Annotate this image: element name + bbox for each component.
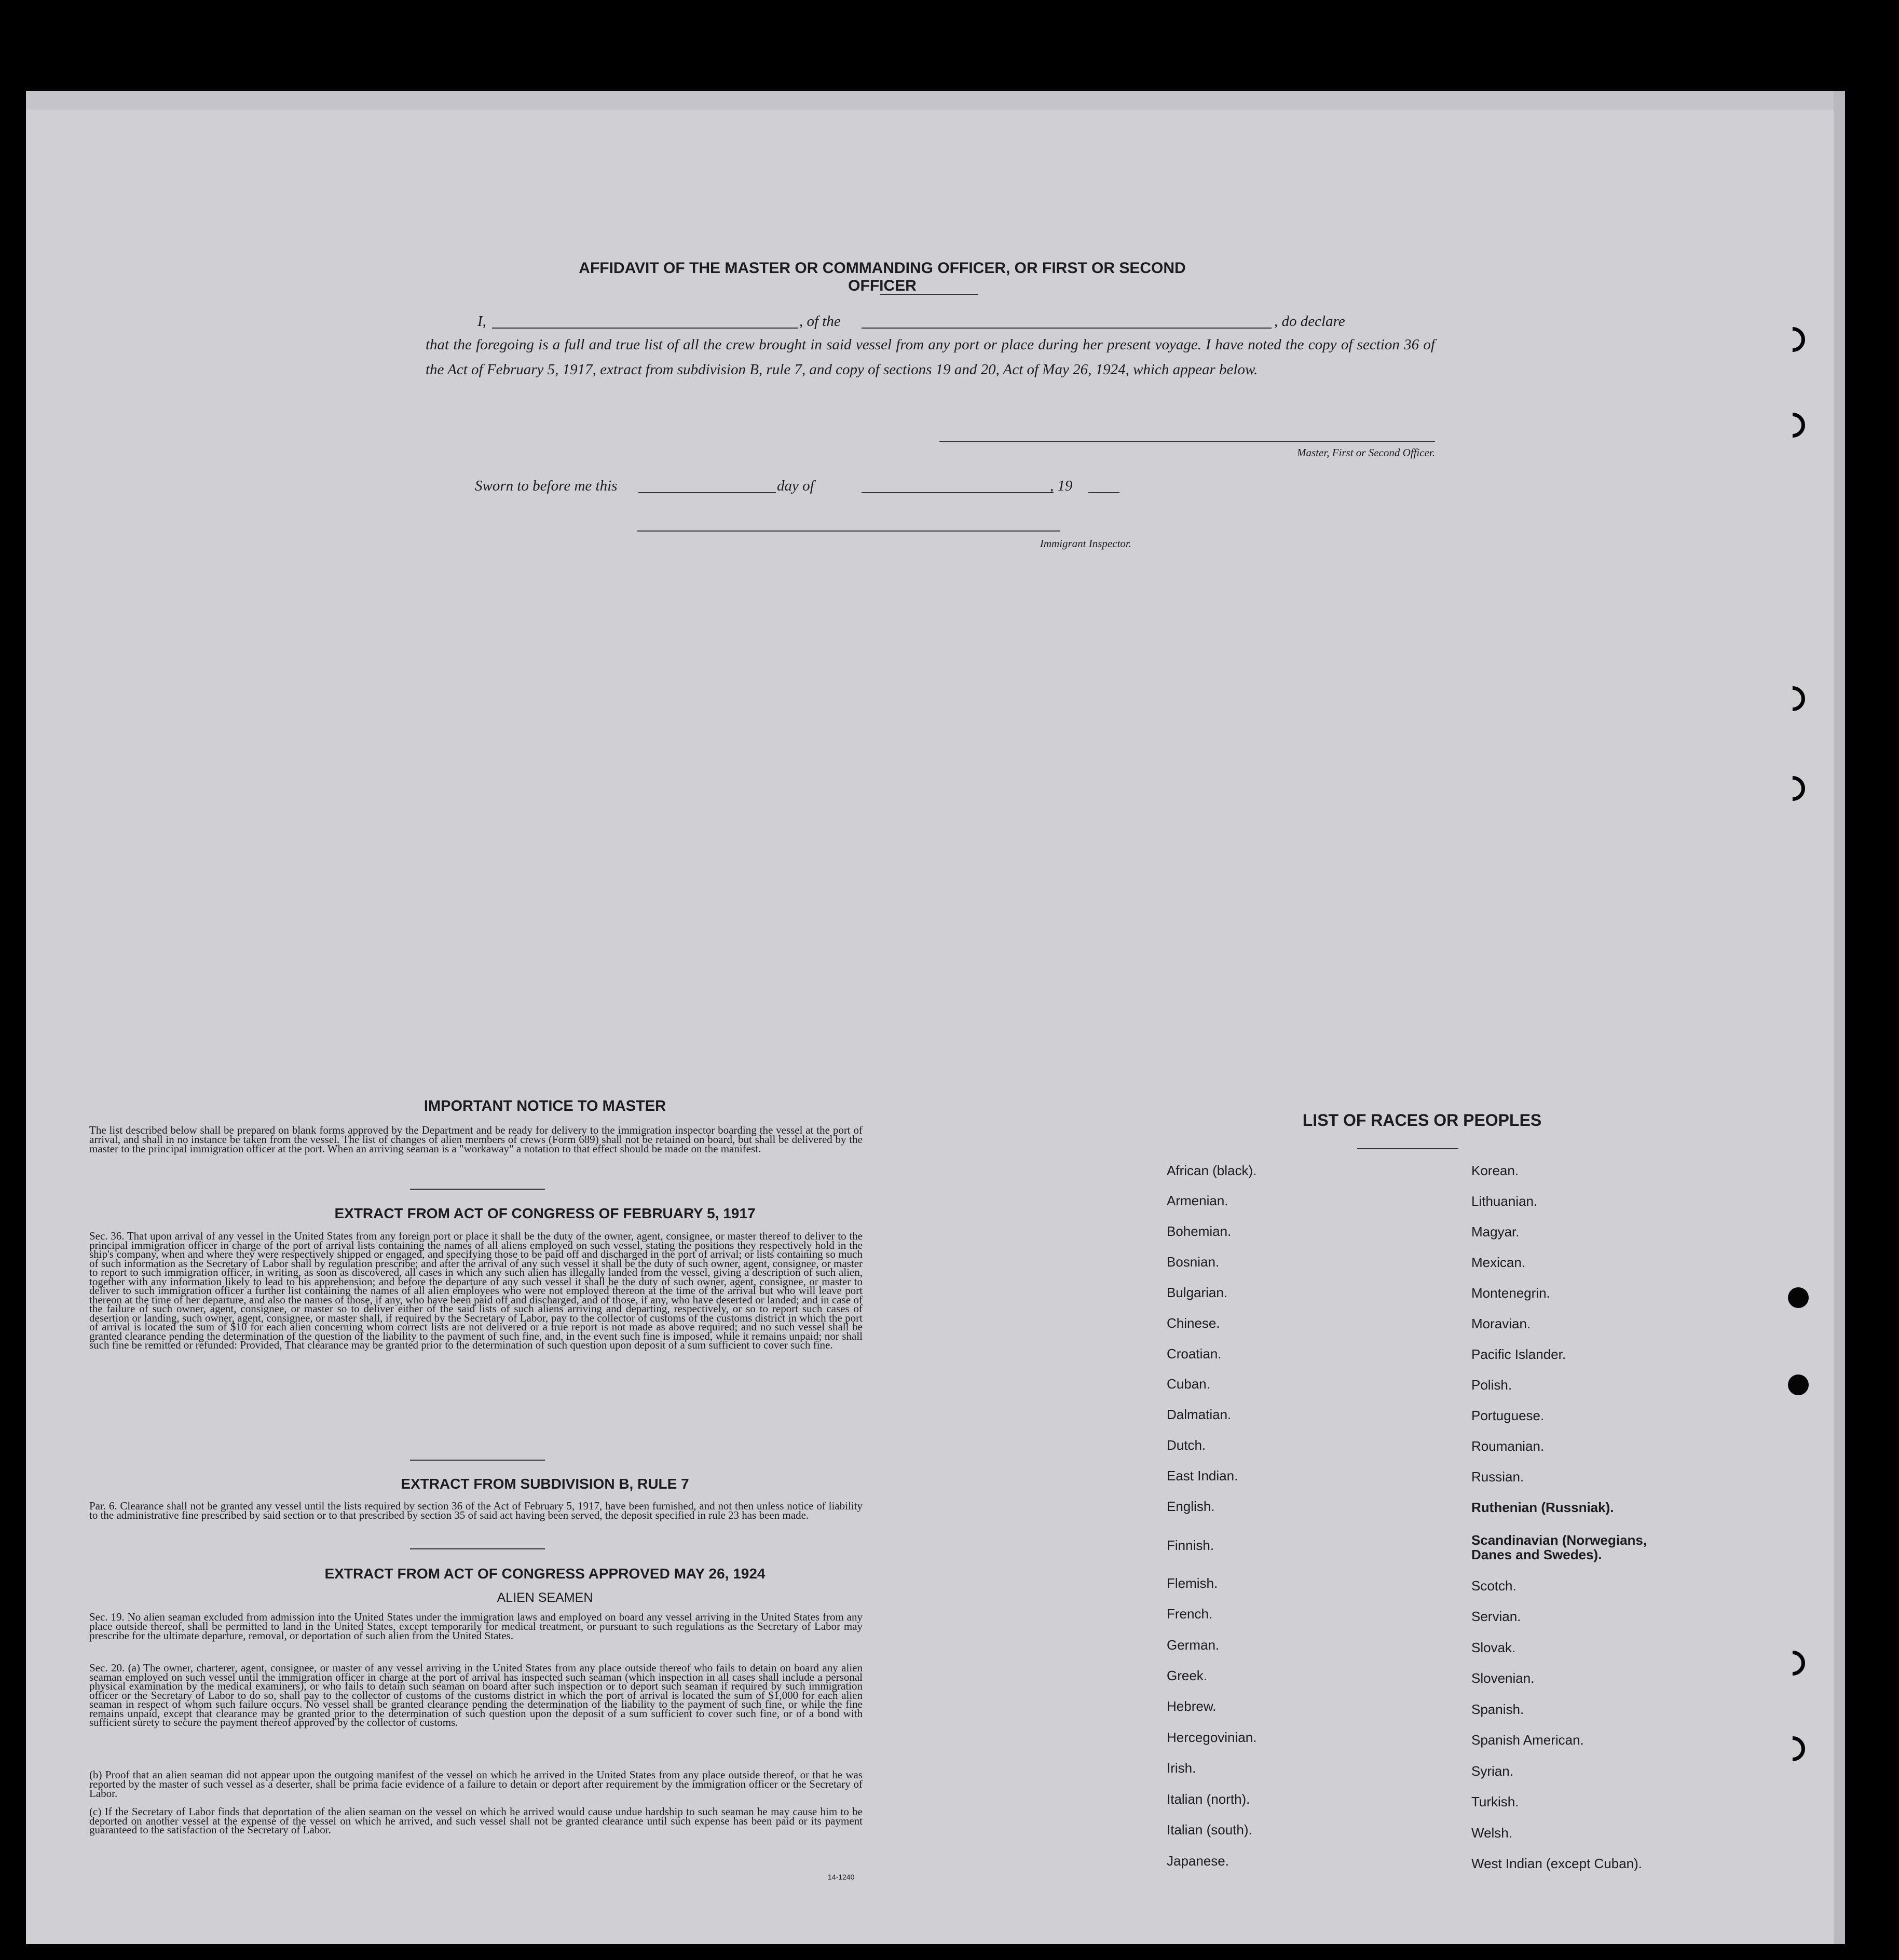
extract-1917-body: Sec. 36. That upon arrival of any vessel in the United States from any foreign port or place it shall be the duty of the owner, agent, consignee, or master thereof to deliver to the principal immigration officer in charge of the port of arrival lists containing the names of all aliens employed on such vessel, stating the positions they respectively hold in the ship's company, when and where they were respectively shipped or engaged, and specifying those to be paid off and discharged in the port of arrival; or lists containing so much of such information as the Secretary of Labor shall by regulation prescribe; and after the arrival of any such vessel it shall be the duty of such owner, agent, consignee, or master to report to such immigration officer, in writing, as soon as discovered, all cases in which any such alien has illegally landed from the vessel, giving a description of such alien, together with any information likely to lead to his apprehension; and before the departure of any such vessel it shall be the duty of such owner, agent, consignee, or master to deliver to such immigration officer a further list containing the names of all alien employees who were not employed thereon at the time of the arrival but who will leave port thereon at the time of her departure, and also the names of those, if any, who have been paid off and discharged, and of those, if any, who have deserted or landed; and in case of the failure of such owner, agent, consignee, or master so to deliver either of the said lists of such aliens arriving and departing, respectively, or so to report such cases of desertion or landing, such owner, agent, consignee, or master shall, if required by the Secretary of Labor, pay to the collector of customs of the customs district in which the port of arrival is located the sum of $10 for each alien concerning whom correct lists are not delivered or a true report is not made as above required; and no such vessel shall be granted clearance pending the determination of the question of the liability to the payment of such fine, and, in the event such fine is imposed, while it remains unpaid; nor shall such fine be remitted or refunded: Provided, That clearance may be granted prior to the determination of such question upon deposit of a sum sufficient to cover such fine. xyxy=(89,1230,863,1351)
race-item: Chinese. xyxy=(1167,1315,1220,1331)
race-item: Magyar. xyxy=(1471,1224,1520,1240)
race-item: Portuguese. xyxy=(1471,1408,1545,1423)
sec-20b-body: (b) Proof that an alien seaman did not appear upon the outgoing manifest of the vessel on which he arrived in the United States from any place outside thereof, or that he was reported by the master of such vessel as a deserter, shall be prima facie evidence of a failure to detain or deport after requirement by the immigration officer or the Secretary of Labor. xyxy=(89,1768,863,1800)
notice-title: IMPORTANT NOTICE TO MASTER xyxy=(423,1098,666,1114)
inspector-signature-line[interactable] xyxy=(637,530,1060,532)
race-item: Spanish. xyxy=(1471,1702,1524,1717)
section-divider xyxy=(410,1189,545,1190)
race-item: Syrian. xyxy=(1471,1763,1513,1779)
race-item: Pacific Islander. xyxy=(1471,1346,1566,1362)
race-item: Turkish. xyxy=(1471,1794,1519,1809)
sworn-day-label: day of xyxy=(777,478,814,494)
rule7-title: EXTRACT FROM SUBDIVISION B, RULE 7 xyxy=(401,1476,689,1492)
race-item: Roumanian. xyxy=(1471,1438,1545,1454)
race-item: Moravian. xyxy=(1471,1316,1531,1331)
form-number: 14-1240 xyxy=(828,1873,855,1881)
race-item: Finnish. xyxy=(1167,1537,1214,1553)
race-item: Welsh. xyxy=(1471,1825,1512,1841)
vessel-blank[interactable] xyxy=(862,328,1272,329)
sworn-line xyxy=(475,473,1129,499)
notice-body: The list described below shall be prepared on blank forms approved by the Department and be ready for delivery to the immigration inspector boarding the vessel at the port of arrival, and shall in no instance be taken from the vessel. The list of changes of alien members of crews (Form 689) shall not be retained on board, but shall be delivered by the master to the principal immigration officer at the port. When an arriving seaman is a "workaway" a notation to that effect should be made on the manifest. xyxy=(89,1124,863,1155)
race-item: Dalmatian. xyxy=(1167,1407,1232,1422)
sheet-top-edge xyxy=(26,91,1845,110)
alien-seamen-subtitle: ALIEN SEAMEN xyxy=(497,1590,593,1605)
races-title-underline xyxy=(1357,1148,1458,1149)
binding-hole xyxy=(1788,1287,1809,1308)
race-item: West Indian (except Cuban). xyxy=(1471,1856,1643,1871)
declaration-end: , do declare xyxy=(1274,313,1345,330)
sec-20c-body: (c) If the Secretary of Labor finds that deportation of the alien seaman on the vessel on which he arrived would cause undue hardship to such seaman he may cause him to be deported on another vessel at the expense of the vessel on which he arrived, and such vessel shall not be granted clearance until such expense has been paid or its payment guaranteed to the satisfaction of the Secretary of Labor. xyxy=(89,1805,863,1836)
rule7-body: Par. 6. Clearance shall not be granted any vessel until the lists required by section 36 of the Act of February 5, 1917, have been furnished, and not then unless notice of liability to the administrative fine prescribed by said section or to that prescribed by section 35 of said act having been served, the deposit specified in rule 23 has been made. xyxy=(89,1500,863,1521)
race-item: Ruthenian (Russniak). xyxy=(1471,1500,1614,1515)
sworn-month-blank[interactable] xyxy=(862,492,1054,493)
races-title: LIST OF RACES OR PEOPLES xyxy=(1302,1111,1542,1129)
race-item: East Indian. xyxy=(1167,1468,1238,1483)
signature-line[interactable] xyxy=(939,441,1435,442)
section-divider xyxy=(410,1548,545,1549)
race-item: Scandinavian (Norwegians, Danes and Swedes). xyxy=(1471,1532,1647,1562)
race-item: Italian (north). xyxy=(1167,1791,1250,1807)
race-item: Mexican. xyxy=(1471,1255,1526,1270)
race-item: German. xyxy=(1167,1637,1220,1653)
race-item: Hebrew. xyxy=(1167,1698,1217,1714)
race-item: Japanese. xyxy=(1167,1853,1229,1869)
race-item: Bosnian. xyxy=(1167,1254,1220,1270)
binding-hole xyxy=(1788,1374,1809,1395)
race-item: Bulgarian. xyxy=(1167,1285,1228,1300)
race-item: Flemish. xyxy=(1167,1575,1218,1591)
race-item: Russian. xyxy=(1471,1469,1524,1485)
sheet-right-edge xyxy=(1834,91,1845,1944)
affidavit-title: AFFIDAVIT OF THE MASTER OR COMMANDING OFFICER, OR FIRST OR SECOND OFFICER xyxy=(579,260,1186,294)
race-item: French. xyxy=(1167,1606,1213,1622)
race-item: Armenian. xyxy=(1167,1193,1228,1208)
declaration-prefix: I, xyxy=(477,313,486,330)
declaration-of-the: , of the xyxy=(799,313,841,330)
extract-1917-title: EXTRACT FROM ACT OF CONGRESS OF FEBRUARY 5, 1917 xyxy=(334,1205,756,1221)
race-item: Slovenian. xyxy=(1471,1670,1535,1686)
signature-caption: Master, First or Second Officer. xyxy=(1297,446,1435,459)
race-item: Croatian. xyxy=(1167,1346,1222,1362)
race-item: Polish. xyxy=(1471,1377,1512,1393)
sworn-year-label: , 19 xyxy=(1050,478,1073,494)
race-item: Slovak. xyxy=(1471,1640,1516,1655)
declaration-body: that the foregoing is a full and true list of all the crew brought in said vessel from any port or place during her present voyage. I have noted the copy of section 36 of the Act of February 5, 1917, extract from subdivision B, rule 7, and copy of sections 19 and 20, Act of May 26, 1924, which appear below. xyxy=(426,336,1435,378)
race-item: Italian (south). xyxy=(1167,1822,1252,1837)
race-item: Cuban. xyxy=(1167,1376,1210,1392)
sec-19-body: Sec. 19. No alien seaman excluded from admission into the United States under the immigration laws and employed on board any vessel arriving in the United States from any place outside thereof, shall be permitted to land in the United States, except temporarily for medical treatment, or pursuant to such regulations as the Secretary of Labor may prescribe for the ultimate departure, removal, or deportation of such alien from the United States. xyxy=(89,1611,863,1642)
extract-1924-title: EXTRACT FROM ACT OF CONGRESS APPROVED MAY 26, 1924 xyxy=(324,1566,766,1582)
inspector-caption: Immigrant Inspector. xyxy=(1040,537,1131,550)
race-item: Greek. xyxy=(1167,1668,1208,1683)
race-item: Dutch. xyxy=(1167,1437,1206,1453)
race-item: African (black). xyxy=(1167,1163,1257,1178)
sworn-year-blank[interactable] xyxy=(1088,492,1119,493)
declaration-line xyxy=(426,309,1435,335)
sec-20a-body: Sec. 20. (a) The owner, charterer, agent, consignee, or master of any vessel arriving in the United States from any place outside thereof who fails to detain on board any alien seaman employed on such vessel until the immigration officer in charge at the port of arrival has inspected such seaman (which inspection in all cases shall include a personal physical examination by the medical examiners), or who fails to detain such seaman on board after such inspection or to deport such seaman if required by such immigration officer or the Secretary of Labor to do so, shall pay to the collector of customs of the customs district in which the port of arrival is located the sum of $1,000 for each alien seaman in respect of whom such failure occurs. No vessel shall be granted clearance pending the determination of the liability to the payment of such fine, or while the fine remains unpaid, except that clearance may be granted prior to the determination of such question upon the deposit of a sum sufficient to cover such fine, or of a bond with sufficient surety to secure the payment thereof approved by the collector of customs. xyxy=(89,1662,863,1728)
section-divider xyxy=(410,1460,545,1461)
race-item: Servian. xyxy=(1471,1609,1521,1624)
race-item: English. xyxy=(1167,1499,1215,1514)
race-item: Lithuanian. xyxy=(1471,1193,1538,1209)
race-item: Bohemian. xyxy=(1167,1223,1232,1239)
sworn-prefix: Sworn to before me this xyxy=(475,478,618,494)
name-blank[interactable] xyxy=(492,328,798,329)
race-item: Spanish American. xyxy=(1471,1732,1584,1748)
race-item: Korean. xyxy=(1471,1163,1519,1178)
race-item: Montenegrin. xyxy=(1471,1285,1550,1301)
race-item: Irish. xyxy=(1167,1760,1196,1776)
sworn-day-blank[interactable] xyxy=(638,492,776,493)
race-item: Hercegovinian. xyxy=(1167,1730,1257,1745)
title-underline xyxy=(880,294,978,295)
race-item: Scotch. xyxy=(1471,1578,1517,1594)
